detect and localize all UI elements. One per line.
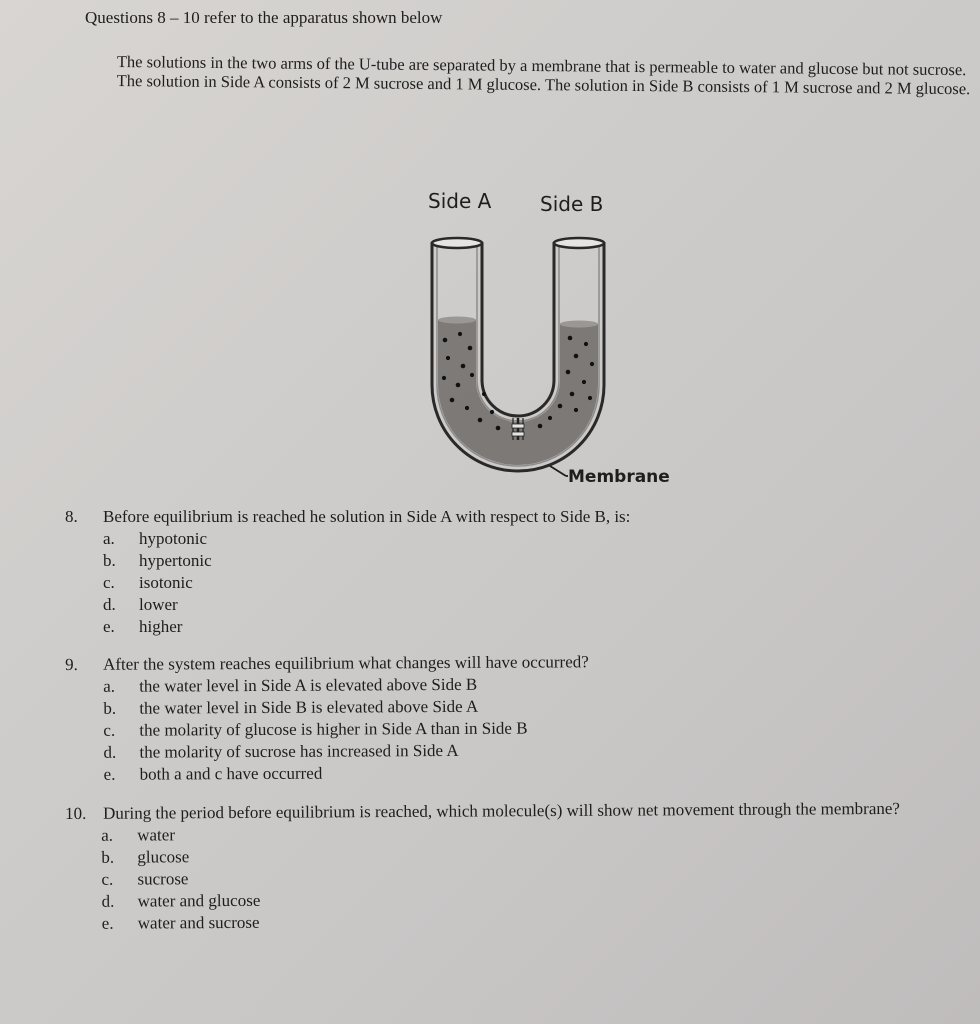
choice-8b xyxy=(103,550,630,572)
side-a-surface xyxy=(438,317,476,324)
choice-text: hypertonic xyxy=(139,551,212,570)
question-8 xyxy=(65,506,630,638)
choice-text: higher xyxy=(139,617,183,636)
question-9 xyxy=(65,651,589,786)
question-8-text: Before equilibrium is reached he solution in Side A with respect to Side B, is: xyxy=(103,507,631,526)
choice-text: glucose xyxy=(137,847,190,867)
choice-letter: d. xyxy=(101,891,115,911)
choice-letter: a. xyxy=(103,529,115,548)
choice-9d xyxy=(103,739,589,764)
choice-10e xyxy=(102,908,924,935)
choice-letter: b. xyxy=(103,698,117,718)
choice-9e xyxy=(104,761,590,786)
choice-letter: a. xyxy=(103,676,116,696)
choice-letter: b. xyxy=(103,551,116,570)
choice-8d xyxy=(103,594,630,616)
choice-text: both a and c have occurred xyxy=(139,763,323,784)
intro-paragraph: The solutions in the two arms of the U-tube are separated by a membrane that is permeable to water and glucose but not sucrose. The solution in Side A consists of 2 M sucrose and 1 M glucose. The solution in Side B consists of 1 M sucrose and 2 M glucose. xyxy=(116,52,971,99)
u-tube-diagram xyxy=(400,180,720,500)
choice-text: the molarity of sucrose has increased in Side A xyxy=(139,740,459,762)
choice-letter: e. xyxy=(103,617,115,636)
choice-letter: d. xyxy=(103,595,116,614)
question-8-stem xyxy=(65,506,630,528)
choice-9a xyxy=(103,673,589,698)
choice-letter: c. xyxy=(103,720,116,740)
choice-text: sucrose xyxy=(137,869,189,889)
question-9-text: After the system reaches equilibrium what changes will have occurred? xyxy=(103,652,589,674)
choice-letter: e. xyxy=(103,764,116,784)
choice-letter: d. xyxy=(103,742,117,762)
question-8-number: 8. xyxy=(65,507,78,526)
choice-text: hypotonic xyxy=(139,529,207,548)
question-10 xyxy=(65,798,924,935)
choice-text: the molarity of glucose is higher in Side A than in Side B xyxy=(139,718,528,740)
choice-letter: c. xyxy=(103,573,115,592)
section-header: Questions 8 – 10 refer to the apparatus shown below xyxy=(85,8,443,27)
choice-text: lower xyxy=(139,595,178,614)
choice-8a xyxy=(103,528,630,550)
choice-letter: e. xyxy=(101,913,114,933)
side-a-opening xyxy=(432,238,482,248)
choice-letter: c. xyxy=(101,869,114,889)
choice-8e xyxy=(103,616,630,638)
side-a-label: Side A xyxy=(428,189,492,213)
choice-letter: b. xyxy=(101,847,115,867)
question-10-number: 10. xyxy=(65,803,87,823)
question-10-choices xyxy=(101,820,924,935)
choice-8c xyxy=(103,572,630,594)
question-9-number: 9. xyxy=(65,654,78,674)
u-tube-inner-wall xyxy=(482,242,554,416)
choice-text: isotonic xyxy=(139,573,193,592)
question-10-text: During the period before equilibrium is reached, which molecule(s) will show net movement through the membrane? xyxy=(103,798,900,823)
question-9-choices xyxy=(103,673,589,786)
choice-text: water and glucose xyxy=(137,890,261,911)
side-b-opening xyxy=(554,238,604,248)
choice-text: water and sucrose xyxy=(137,912,260,933)
choice-text: the water level in Side A is elevated above Side B xyxy=(139,674,478,696)
question-8-choices xyxy=(103,528,630,638)
question-9-stem xyxy=(65,651,589,676)
choice-9b xyxy=(103,695,589,720)
membrane-pointer xyxy=(550,466,566,476)
membrane-label: Membrane xyxy=(568,467,670,487)
side-b-surface xyxy=(560,321,598,328)
side-b-label: Side B xyxy=(540,192,604,216)
choice-9c xyxy=(103,717,589,742)
choice-text: the water level in Side B is elevated above Side A xyxy=(139,696,479,718)
choice-text: water xyxy=(137,825,176,845)
choice-letter: a. xyxy=(101,825,114,845)
